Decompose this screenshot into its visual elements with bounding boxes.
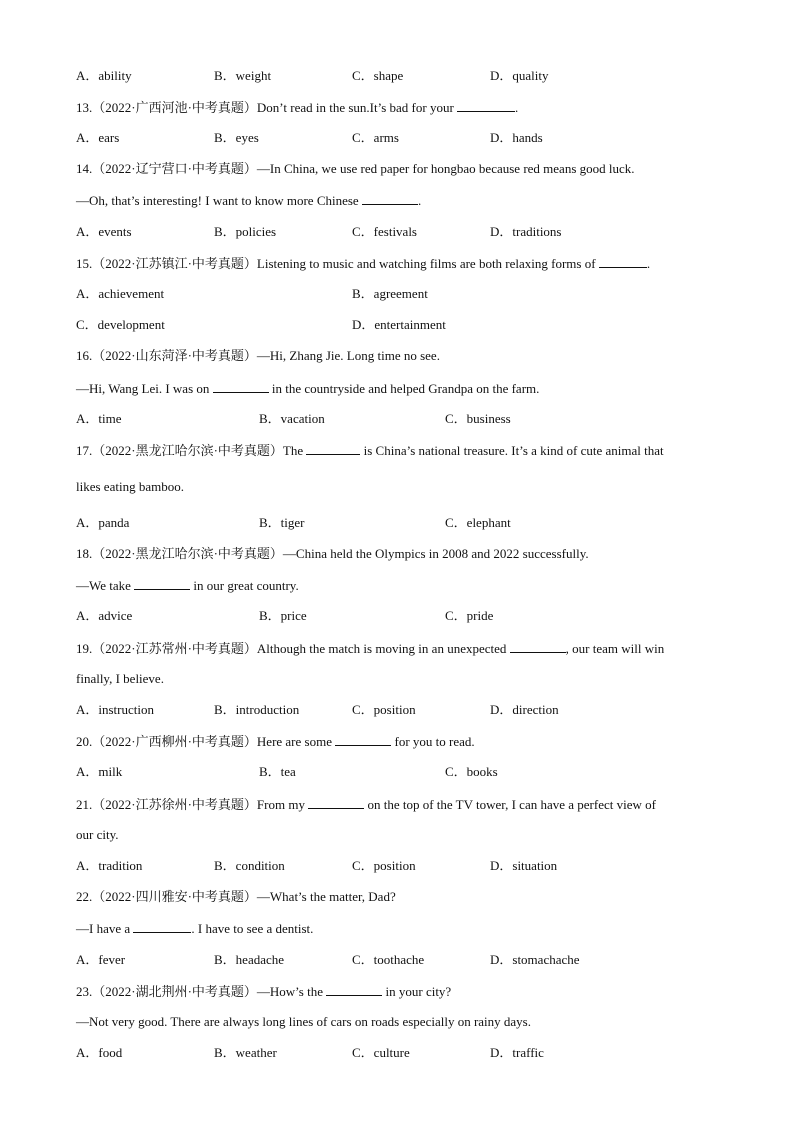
option-c: C．culture: [352, 1045, 410, 1060]
answer-blank: [306, 442, 360, 455]
question-19-line2: finally, I believe.: [76, 671, 164, 686]
option-a: A．ability: [76, 68, 132, 83]
answer-blank: [457, 99, 515, 112]
question-18: 18.（2022·黑龙江哈尔滨·中考真题）—China held the Olympics in 2008 and 2022 successfully.: [76, 546, 589, 561]
question-13: 13.（2022·广西河池·中考真题）Don’t read in the sun.It’s bad for your .: [76, 100, 519, 115]
option-b: B．tiger: [259, 515, 305, 530]
option-c: C．arms: [352, 130, 399, 145]
question-19: 19.（2022·江苏常州·中考真题）Although the match is moving in an unexpected , our team will win: [76, 641, 665, 656]
answer-blank: [213, 380, 269, 393]
question-23: 23.（2022·湖北荆州·中考真题）—How’s the in your city?: [76, 984, 452, 999]
option-a: A．ears: [76, 130, 120, 145]
option-a: A．advice: [76, 608, 133, 623]
option-b: B．eyes: [214, 130, 259, 145]
option-c: C．toothache: [352, 952, 425, 967]
question-22: 22.（2022·四川雅安·中考真题）—What’s the matter, Dad?: [76, 889, 396, 904]
answer-blank: [134, 577, 190, 590]
question-21: 21.（2022·江苏徐州·中考真题）From my on the top of the TV tower, I can have a perfect view of: [76, 797, 656, 812]
option-c: C．books: [445, 764, 498, 779]
option-d: D．traffic: [490, 1045, 544, 1060]
question-20: 20.（2022·广西柳州·中考真题）Here are some for you to read.: [76, 734, 475, 749]
question-15: 15.（2022·江苏镇江·中考真题）Listening to music and watching films are both relaxing forms of .: [76, 256, 651, 271]
option-b: B．vacation: [259, 411, 325, 426]
option-d: D．traditions: [490, 224, 562, 239]
question-14-line2: —Oh, that’s interesting! I want to know more Chinese .: [76, 193, 422, 208]
question-16-line2: —Hi, Wang Lei. I was on in the countryside and helped Grandpa on the farm.: [76, 381, 540, 396]
answer-blank: [133, 920, 191, 933]
question-23-line2: —Not very good. There are always long lines of cars on roads especially on rainy days.: [76, 1014, 531, 1029]
option-d: D．quality: [490, 68, 549, 83]
option-c: C．development: [76, 317, 165, 332]
answer-blank: [308, 796, 364, 809]
answer-blank: [362, 192, 418, 205]
question-22-line2: —I have a . I have to see a dentist.: [76, 921, 314, 936]
option-d: D．hands: [490, 130, 543, 145]
question-18-line2: —We take in our great country.: [76, 578, 299, 593]
question-16: 16.（2022·山东菏泽·中考真题）—Hi, Zhang Jie. Long time no see.: [76, 348, 440, 363]
option-c: C．festivals: [352, 224, 417, 239]
option-d: D．situation: [490, 858, 558, 873]
option-a: A．food: [76, 1045, 123, 1060]
answer-blank: [326, 983, 382, 996]
option-b: B．price: [259, 608, 307, 623]
question-14: 14.（2022·辽宁营口·中考真题）—In China, we use red paper for hongbao because red means good luck.: [76, 161, 635, 176]
option-c: C．elephant: [445, 515, 511, 530]
option-c: C．position: [352, 858, 416, 873]
option-b: B．headache: [214, 952, 285, 967]
option-a: A．fever: [76, 952, 126, 967]
answer-blank: [599, 255, 647, 268]
option-c: C．pride: [445, 608, 494, 623]
option-b: B．tea: [259, 764, 296, 779]
option-a: A．milk: [76, 764, 123, 779]
option-b: B．weight: [214, 68, 272, 83]
option-b: B．agreement: [352, 286, 428, 301]
option-a: A．events: [76, 224, 132, 239]
option-c: C．business: [445, 411, 511, 426]
question-17: 17.（2022·黑龙江哈尔滨·中考真题）The is China’s national treasure. It’s a kind of cute animal that: [76, 443, 664, 458]
option-b: B．introduction: [214, 702, 300, 717]
option-c: C．shape: [352, 68, 404, 83]
option-d: D．direction: [490, 702, 559, 717]
option-a: A．panda: [76, 515, 130, 530]
answer-blank: [510, 640, 566, 653]
option-a: A．instruction: [76, 702, 154, 717]
option-d: D．entertainment: [352, 317, 446, 332]
option-a: A．tradition: [76, 858, 143, 873]
option-b: B．weather: [214, 1045, 277, 1060]
question-21-line2: our city.: [76, 827, 119, 842]
option-b: B．condition: [214, 858, 285, 873]
question-17-line2: likes eating bamboo.: [76, 479, 184, 494]
answer-blank: [335, 733, 391, 746]
option-a: A．achievement: [76, 286, 165, 301]
option-a: A．time: [76, 411, 122, 426]
option-d: D．stomachache: [490, 952, 580, 967]
option-b: B．policies: [214, 224, 277, 239]
option-c: C．position: [352, 702, 416, 717]
